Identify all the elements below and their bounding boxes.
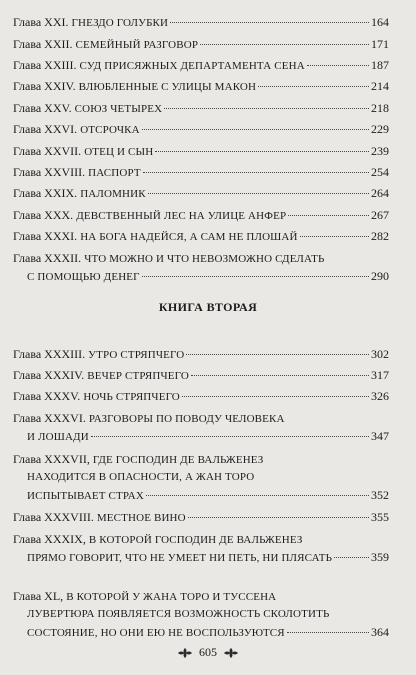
toc-entry[interactable] — [13, 508, 389, 526]
toc-entry[interactable] — [13, 99, 389, 117]
chapter-title: ПАЛОМНИК — [80, 188, 146, 200]
chapter-title: ДЕВСТВЕННЫЙ ЛЕС НА УЛИЦЕ АНФЕР — [76, 210, 287, 222]
toc-entry-line — [13, 427, 389, 445]
toc-entry[interactable] — [13, 184, 389, 202]
chapter-label: Глава XXXV. — [13, 389, 81, 403]
toc-entry[interactable] — [13, 35, 389, 53]
dot-leader — [334, 557, 369, 558]
dot-leader — [191, 375, 369, 376]
chapter-title: ОТЕЦ И СЫН — [84, 146, 154, 158]
page-footer — [0, 645, 416, 660]
chapter-label: Глава XXIII. — [13, 58, 77, 72]
chapter-label: Глава XXXVI. — [13, 411, 86, 425]
chapter-title: С ПОМОЩЬЮ ДЕНЕГ — [27, 271, 140, 283]
toc-entry-line — [13, 77, 389, 95]
chapter-label: Глава XXVIII. — [13, 165, 86, 179]
toc-entry-line — [13, 548, 389, 566]
toc-entry-line — [13, 184, 389, 202]
chapter-page-number: 187 — [371, 58, 389, 72]
dot-leader — [188, 517, 369, 518]
chapter-title: МЕСТНОЕ ВИНО — [96, 512, 186, 524]
toc-entry[interactable] — [13, 56, 389, 74]
chapter-page-number: 317 — [371, 368, 389, 382]
toc-entry[interactable] — [13, 13, 389, 31]
dot-leader — [91, 436, 369, 437]
chapter-title: ЛУВЕРТЮРА ПОЯВЛЯЕТСЯ ВОЗМОЖНОСТЬ СКОЛОТИТЬ — [27, 608, 330, 620]
chapter-label: Глава XXXVII, — [13, 452, 90, 466]
chapter-page-number: 164 — [371, 15, 389, 29]
toc-entry-line — [13, 227, 389, 245]
chapter-title: СОСТОЯНИЕ, НО ОНИ ЕЮ НЕ ВОСПОЛЬЗУЮТСЯ — [27, 627, 285, 639]
chapter-page-number: 302 — [371, 347, 389, 361]
chapter-label: Глава XXXII. — [13, 251, 82, 265]
dot-leader — [200, 44, 369, 45]
toc-entry-line — [13, 366, 389, 384]
toc-entry[interactable] — [13, 587, 389, 641]
toc-entry[interactable] — [13, 345, 389, 363]
toc-entry[interactable] — [13, 409, 389, 445]
dot-leader — [258, 86, 369, 87]
chapter-label: Глава XXVI. — [13, 122, 78, 136]
chapter-title: В КОТОРОЙ У ЖАНА ТОРО И ТУССЕНА — [66, 591, 277, 603]
chapter-label: Глава XL, — [13, 589, 64, 603]
toc-entry-line — [13, 387, 389, 405]
chapter-page-number: 218 — [371, 101, 389, 115]
toc-entry-line — [13, 468, 389, 486]
toc-entry[interactable] — [13, 163, 389, 181]
chapter-title: И ЛОШАДИ — [27, 431, 89, 443]
chapter-title: СЕМЕЙНЫЙ РАЗГОВОР — [75, 39, 199, 51]
toc-entry[interactable] — [13, 450, 389, 504]
dot-leader — [287, 632, 369, 633]
chapter-label: Глава XXIV. — [13, 79, 76, 93]
toc-entry[interactable] — [13, 120, 389, 138]
toc-entry-line — [13, 35, 389, 53]
chapter-label: Глава XXVII. — [13, 144, 82, 158]
chapter-title: ИСПЫТЫВАЕТ СТРАХ — [27, 490, 144, 502]
dot-leader — [182, 396, 369, 397]
toc-entry-line — [13, 249, 389, 267]
chapter-page-number: 355 — [371, 510, 389, 524]
toc-entry-line — [13, 163, 389, 181]
chapter-title: НОЧЬ СТРЯПЧЕГО — [83, 391, 180, 403]
ornament-right-icon — [223, 647, 239, 659]
toc-entry-line — [13, 120, 389, 138]
dot-leader — [186, 354, 369, 355]
chapter-page-number: 267 — [371, 208, 389, 222]
chapter-page-number: 214 — [371, 79, 389, 93]
chapter-page-number: 364 — [371, 625, 389, 639]
toc-entry-line — [13, 605, 389, 623]
chapter-label: Глава XXI. — [13, 15, 69, 29]
dot-leader — [142, 276, 369, 277]
toc-entry-line — [13, 267, 389, 285]
dot-leader — [164, 108, 369, 109]
chapter-page-number: 239 — [371, 144, 389, 158]
chapter-title: ВЛЮБЛЕННЫЕ С УЛИЦЫ МАКОН — [78, 81, 257, 93]
toc-entry[interactable] — [13, 249, 389, 285]
dot-leader — [300, 236, 369, 237]
chapter-label: Глава XXV. — [13, 101, 72, 115]
chapter-title: РАЗГОВОРЫ ПО ПОВОДУ ЧЕЛОВЕКА — [88, 413, 285, 425]
chapter-title: В КОТОРОЙ ГОСПОДИН ДЕ ВАЛЬЖЕНЕЗ — [88, 534, 303, 546]
toc-entry-line — [13, 450, 389, 468]
section-heading: КНИГА ВТОРАЯ — [158, 300, 258, 314]
toc-entry-line — [13, 56, 389, 74]
chapter-title: НАХОДИТСЯ В ОПАСНОСТИ, А ЖАН ТОРО — [27, 471, 255, 483]
chapter-page-number: 282 — [371, 229, 389, 243]
chapter-page-number: 290 — [371, 269, 389, 283]
chapter-page-number: 254 — [371, 165, 389, 179]
dot-leader — [142, 129, 369, 130]
toc-entry[interactable] — [13, 206, 389, 224]
toc-entry-line — [13, 486, 389, 504]
toc-entry[interactable] — [13, 530, 389, 566]
toc-entry[interactable] — [13, 142, 389, 160]
toc-entry[interactable] — [13, 387, 389, 405]
chapter-title: ГНЕЗДО ГОЛУБКИ — [71, 17, 169, 29]
toc-entry[interactable] — [13, 366, 389, 384]
toc-entry-line — [13, 142, 389, 160]
toc-entry-line — [13, 587, 389, 605]
chapter-page-number: 264 — [371, 186, 389, 200]
chapter-label: Глава XXXI. — [13, 229, 78, 243]
chapter-title: ПАСПОРТ — [88, 167, 141, 179]
dot-leader — [170, 22, 369, 23]
ornament-left-icon — [177, 647, 193, 659]
toc-entry-line — [13, 530, 389, 548]
toc-entry-line — [13, 508, 389, 526]
chapter-title: ПРЯМО ГОВОРИТ, ЧТО НЕ УМЕЕТ НИ ПЕТЬ, НИ ПЛЯСАТЬ — [27, 552, 333, 564]
chapter-label: Глава XXXIV. — [13, 368, 85, 382]
dot-leader — [143, 172, 369, 173]
chapter-page-number: 229 — [371, 122, 389, 136]
chapter-page-number: 352 — [371, 488, 389, 502]
toc-entry-line — [13, 99, 389, 117]
chapter-label: Глава XXXVIII. — [13, 510, 94, 524]
toc-entry[interactable] — [13, 77, 389, 95]
toc-entry[interactable] — [13, 227, 389, 245]
chapter-label: Глава XXXIX, — [13, 532, 86, 546]
page-number: 605 — [199, 645, 217, 659]
chapter-title: СОЮЗ ЧЕТЫРЕХ — [74, 103, 163, 115]
chapter-page-number: 326 — [371, 389, 389, 403]
chapter-label: Глава XXX. — [13, 208, 74, 222]
dot-leader — [307, 65, 369, 66]
chapter-label: Глава XXXIII. — [13, 347, 86, 361]
dot-leader — [155, 151, 369, 152]
dot-leader — [146, 495, 369, 496]
toc-entry-line — [13, 206, 389, 224]
chapter-title: ГДЕ ГОСПОДИН ДЕ ВАЛЬЖЕНЕЗ — [92, 454, 264, 466]
chapter-page-number: 171 — [371, 37, 389, 51]
chapter-page-number: 347 — [371, 429, 389, 443]
toc-entry-line — [13, 345, 389, 363]
chapter-label: Глава XXIX. — [13, 186, 78, 200]
toc-entry-line — [13, 409, 389, 427]
dot-leader — [148, 193, 369, 194]
toc-entry-line — [13, 13, 389, 31]
dot-leader — [288, 215, 369, 216]
chapter-title: УТРО СТРЯПЧЕГО — [88, 349, 185, 361]
toc-entry-line — [13, 623, 389, 641]
chapter-title: ОТСРОЧКА — [80, 124, 140, 136]
chapter-page-number: 359 — [371, 550, 389, 564]
chapter-label: Глава XXII. — [13, 37, 73, 51]
chapter-title: ЧТО МОЖНО И ЧТО НЕВОЗМОЖНО СДЕЛАТЬ — [84, 253, 325, 265]
chapter-title: СУД ПРИСЯЖНЫХ ДЕПАРТАМЕНТА СЕНА — [79, 60, 305, 72]
chapter-title: НА БОГА НАДЕЙСЯ, А САМ НЕ ПЛОШАЙ — [80, 231, 298, 243]
chapter-title: ВЕЧЕР СТРЯПЧЕГО — [87, 370, 189, 382]
